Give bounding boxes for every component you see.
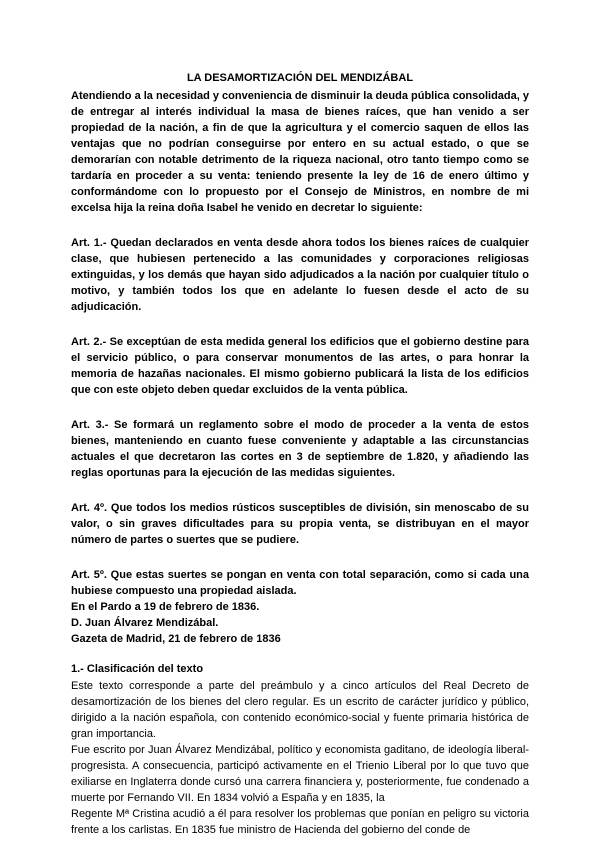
article-1: Art. 1.- Quedan declarados en venta desde ahora todos los bienes raíces de cualquier clase, que hubiesen pertenecido a las comunidades y corporaciones religiosas extinguidas, y los demás que hayan sido adjudicados a la nación por cualquier título o motivo, y también todos los que en adelante lo fuesen desde el acto de su adjudicación.	[71, 237, 529, 313]
article-5: Art. 5º. Que estas suertes se pongan en venta con total separación, como si cada una hubiese compuesto una propiedad aislada.	[71, 569, 529, 597]
article-3: Art. 3.- Se formará un reglamento sobre el modo de proceder a la venta de estos bienes, manteniendo en cuanto fuese conveniente y adaptable a las circunstancias actuales el que decretaron las cortes en 3 de septiembre de 1.820, y añadiendo las reglas oportunas para la ejecución de las medidas siguientes.	[71, 419, 529, 479]
document-title: LA DESAMORTIZACIÓN DEL MENDIZÁBAL	[186, 72, 414, 84]
place-date: En el Pardo a 19 de febrero de 1836.	[71, 601, 260, 613]
article-2: Art. 2.- Se exceptúan de esta medida general los edificios que el gobierno destine para el servicio público, o para conservar monumentos de las artes, o para honrar la memoria de hazañas nacionales. El mismo gobierno publicará la lista de los edificios que con este objeto deben quedar excluidos de la venta pública.	[71, 336, 529, 396]
article-5-block	[71, 567, 529, 647]
article-4: Art. 4º. Que todos los medios rústicos susceptibles de división, sin menoscabo de su valor, o sin graves dificultades para su propia venta, se distribuyan en el mayor número de partes o suertes que se pudiere.	[71, 502, 529, 546]
source-citation: Gazeta de Madrid, 21 de febrero de 1836	[71, 633, 281, 645]
analysis-text	[71, 678, 529, 838]
analysis-paragraph-2: Fue escrito por Juan Álvarez Mendizábal, político y economista gaditano, de ideología liberal-progresista. A consecuencia, participó activamente en el Trienio Liberal por lo que tuvo que exiliarse en Inglaterra donde cursó una carrera financiera y, posteriormente, fue condenado a muerte por Fernando VII. En 1834 volvió a España y en 1835, la	[71, 744, 529, 804]
decree-text	[71, 88, 529, 647]
preamble-paragraph: Atendiendo a la necesidad y conveniencia de disminuir la deuda pública consolidada, y de entregar al interés individual la masa de bienes raíces, que han venido a ser propiedad de la nación, a fin de que la agricultura y el comercio saquen de ellos las ventajas que no podrían conseguirse por entero en su actual estado, o que se demorarían con notable detrimento de la riqueza nacional, otro tanto tiempo como se tardaría en proceder a su venta: teniendo presente la ley de 16 de enero último y conformándome con lo propuesto por el Consejo de Ministros, en nombre de mi excelsa hija la reina doña Isabel he venido en decretar lo siguiente:	[71, 90, 529, 214]
analysis-paragraph-1: Este texto corresponde a parte del preámbulo y a cinco artículos del Real Decreto de desamortización de los bienes del clero regular. Es un escrito de carácter jurídico y público, dirigido a la nación española, con contenido económico-social y fuente primaria histórica de gran importancia.	[71, 680, 529, 740]
signature: D. Juan Álvarez Mendizábal.	[71, 617, 219, 629]
section-title: 1.- Clasificación del texto	[71, 663, 204, 675]
analysis-paragraph-3: Regente Mª Cristina acudió a él para resolver los problemas que ponían en peligro su victoria frente a los carlistas. En 1835 fue ministro de Hacienda del gobierno del conde de	[71, 808, 529, 836]
